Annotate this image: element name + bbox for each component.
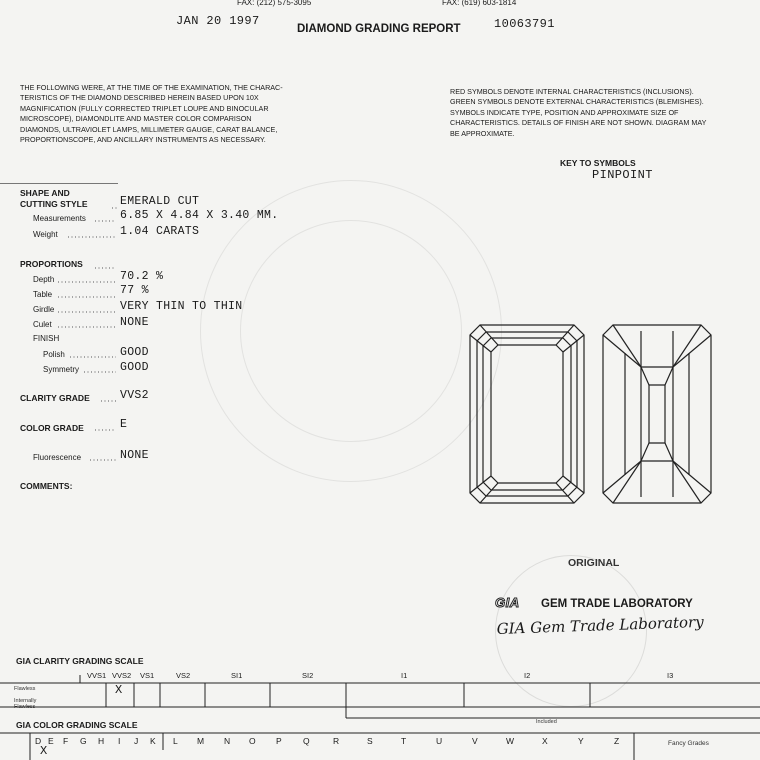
clarity-grade-i2: I2 — [524, 671, 531, 680]
fancy-grades-label: Fancy Grades — [668, 740, 709, 747]
color-letter-k: K — [150, 736, 156, 746]
color-scale-letters — [0, 736, 760, 750]
report-title: DIAMOND GRADING REPORT — [297, 23, 461, 35]
depth-label: Depth — [33, 275, 55, 284]
intro-line: BE APPROXIMATE. — [450, 128, 515, 138]
color-letter-i: I — [118, 736, 121, 746]
weight-label: Weight — [33, 230, 58, 239]
shape-value: EMERALD CUT — [120, 195, 200, 208]
flawless-label: Flawless — [14, 686, 36, 692]
color-grade-value: E — [120, 418, 128, 431]
gia-logo: GIA — [495, 595, 520, 610]
girdle-label: Girdle — [33, 305, 55, 314]
color-letter-q: Q — [303, 736, 310, 746]
color-letter-d: D — [35, 736, 42, 746]
intro-line: MAGNIFICATION (FULLY CORRECTED TRIPLET LOUPE AND BINOCULAR — [20, 103, 269, 113]
color-letter-l: L — [173, 736, 178, 746]
intro-line: GREEN SYMBOLS DENOTE EXTERNAL CHARACTERISTICS (BLEMISHES). — [450, 97, 704, 107]
color-letter-r: R — [333, 736, 340, 746]
intro-line: MICROSCOPE), DIAMONDLITE AND MASTER COLOR COMPARISON — [20, 114, 252, 124]
shape-label-line1: SHAPE AND — [20, 188, 70, 198]
symmetry-value: GOOD — [120, 361, 149, 374]
fax-left: FAX: (212) 575-3095 — [237, 0, 312, 7]
color-letter-w: W — [506, 736, 515, 746]
color-letter-y: Y — [578, 736, 584, 746]
measurements-value: 6.85 X 4.84 X 3.40 MM. — [120, 209, 279, 222]
polish-label: Polish — [43, 350, 65, 359]
depth-value: 70.2 % — [120, 270, 164, 283]
symmetry-label: Symmetry — [43, 365, 79, 374]
fluorescence-label: Fluorescence — [33, 453, 82, 462]
color-letter-p: P — [276, 736, 282, 746]
color-letter-z: Z — [614, 736, 620, 746]
clarity-grade-vs2: VS2 — [176, 671, 191, 680]
intro-line: CHARACTERISTICS. DETAILS OF FINISH ARE NOT SHOWN. DIAGRAM MAY — [450, 118, 707, 128]
report-date: JAN 20 1997 — [176, 14, 260, 28]
internally-flawless-label: Internally Flawless — [14, 698, 37, 710]
color-letter-m: M — [197, 736, 205, 746]
color-letter-n: N — [224, 736, 231, 746]
original-label: ORIGINAL — [568, 557, 620, 569]
color-grade-label: COLOR GRADE — [20, 423, 84, 433]
polish-value: GOOD — [120, 346, 149, 359]
report-number: 10063791 — [494, 17, 555, 31]
finish-label: FINISH — [33, 334, 60, 343]
clarity-grade-label: CLARITY GRADE — [20, 393, 90, 403]
key-to-symbols-heading: KEY TO SYMBOLS — [560, 158, 636, 168]
included-label: Included — [536, 719, 557, 725]
color-letter-g: G — [80, 736, 87, 746]
comments-label: COMMENTS: — [20, 481, 73, 491]
measurements-label: Measurements — [33, 214, 86, 223]
clarity-grade-i3: I3 — [667, 671, 674, 680]
intro-line: THE FOLLOWING WERE, AT THE TIME OF THE EXAMINATION, THE CHARAC- — [20, 83, 283, 92]
color-letter-o: O — [249, 736, 256, 746]
color-scale-title: GIA COLOR GRADING SCALE — [16, 720, 138, 730]
clarity-grade-vvs1: VVS1 — [87, 671, 107, 680]
fluorescence-value: NONE — [120, 449, 149, 462]
fax-right: FAX: (619) 603-1814 — [442, 0, 517, 7]
color-letter-s: S — [367, 736, 373, 746]
culet-label: Culet — [33, 320, 52, 329]
clarity-grade-vs1: VS1 — [140, 671, 155, 680]
clarity-grade-si2: SI2 — [302, 671, 314, 680]
intro-line: RED SYMBOLS DENOTE INTERNAL CHARACTERISTICS (INCLUSIONS). — [450, 87, 694, 96]
culet-value: NONE — [120, 316, 149, 329]
clarity-grade-si1: SI1 — [231, 671, 243, 680]
clarity-grade-i1: I1 — [401, 671, 408, 680]
lab-name: GEM TRADE LABORATORY — [541, 598, 693, 610]
color-letter-v: V — [472, 736, 478, 746]
color-letter-e: E — [48, 736, 54, 746]
key-to-symbols-value: PINPOINT — [592, 168, 653, 182]
clarity-grade-value: VVS2 — [120, 389, 149, 402]
color-letter-f: F — [63, 736, 69, 746]
table-label: Table — [33, 290, 53, 299]
color-letter-u: U — [436, 736, 443, 746]
color-mark: X — [40, 744, 48, 758]
intro-line: SYMBOLS INDICATE TYPE, POSITION AND APPROXIMATE SIZE OF — [450, 107, 679, 117]
proportions-label: PROPORTIONS — [20, 259, 83, 269]
intro-line: TERISTICS OF THE DIAMOND DESCRIBED HEREIN BASED UPON 10X — [20, 93, 259, 103]
color-letter-h: H — [98, 736, 105, 746]
clarity-grade-vvs2: VVS2 — [112, 671, 132, 680]
weight-value: 1.04 CARATS — [120, 225, 200, 238]
color-letter-x: X — [542, 736, 548, 746]
intro-line: PROPORTIONSCOPE, AND ANCILLARY INSTRUMENTS AS NECESSARY. — [20, 135, 266, 145]
girdle-value: VERY THIN TO THIN — [120, 300, 243, 313]
color-letter-t: T — [401, 736, 407, 746]
color-letter-j: J — [134, 736, 139, 746]
clarity-mark: X — [115, 683, 123, 697]
clarity-scale-title: GIA CLARITY GRADING SCALE — [16, 656, 144, 666]
intro-line: DIAMONDS, ULTRAVIOLET LAMPS, MILLIMETER GAUGE, CARAT BALANCE, — [20, 124, 278, 134]
lab-signature: GIA Gem Trade Laboratory — [496, 612, 704, 638]
shape-label-line2: CUTTING STYLE — [20, 199, 88, 209]
table-value: 77 % — [120, 284, 149, 297]
